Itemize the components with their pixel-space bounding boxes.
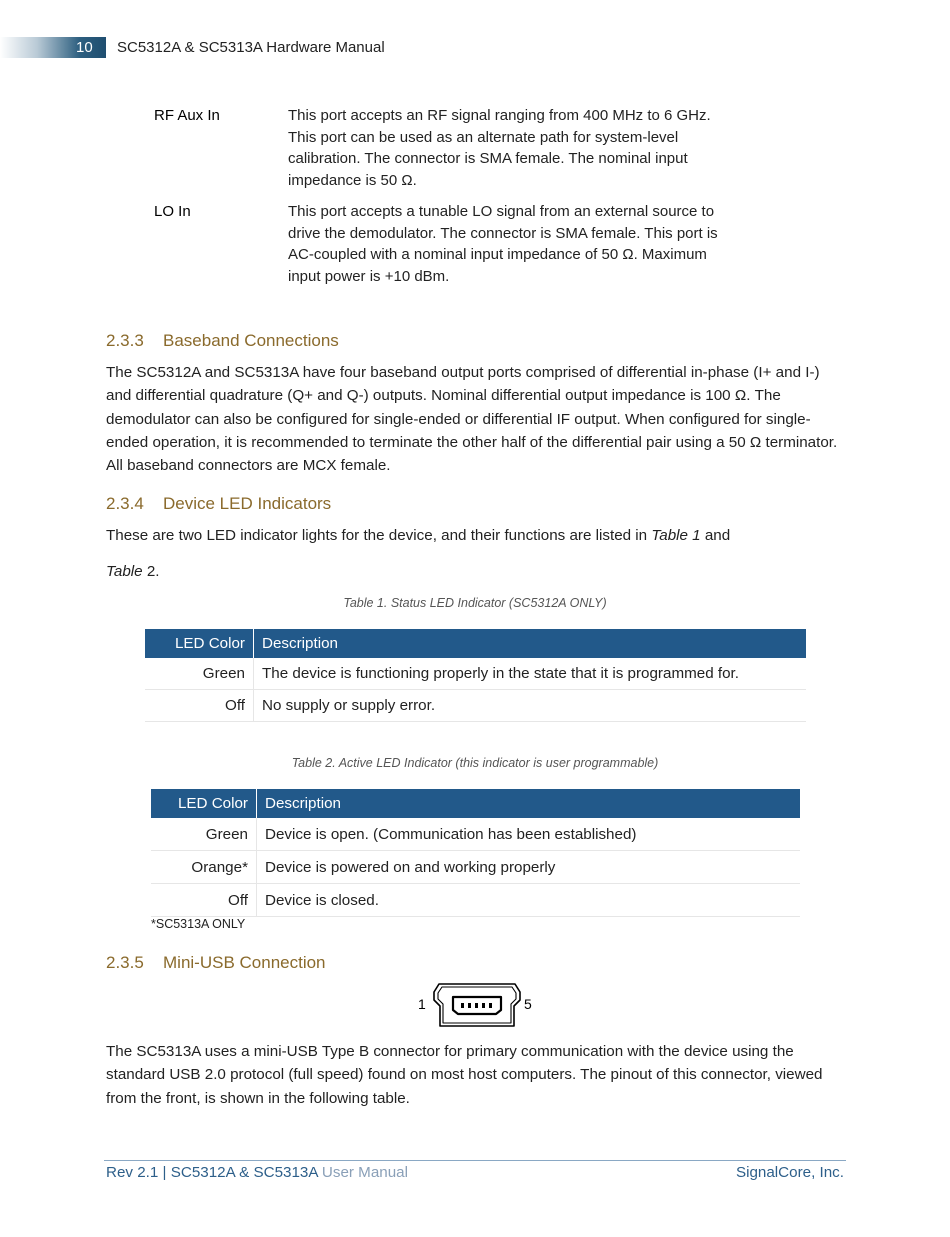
footer-divider bbox=[104, 1160, 846, 1161]
led-color-cell: Green bbox=[145, 658, 254, 690]
table1-reference: Table 1 bbox=[651, 527, 701, 544]
table-row bbox=[145, 690, 806, 722]
footer-doc-type: User Manual bbox=[317, 1164, 408, 1181]
column-header-description: Description bbox=[257, 789, 801, 818]
led-color-cell: Off bbox=[151, 884, 257, 917]
mini-usb-connector-icon bbox=[433, 982, 521, 1030]
table-row bbox=[145, 658, 806, 690]
column-header-led-color: LED Color bbox=[151, 789, 257, 818]
description-cell: No supply or supply error. bbox=[254, 690, 807, 722]
column-header-description: Description bbox=[254, 629, 807, 658]
section-number: 2.3.4 bbox=[106, 494, 144, 513]
page-number: 10 bbox=[76, 39, 93, 56]
led-intro-and: and bbox=[700, 527, 731, 544]
led-color-cell: Off bbox=[145, 690, 254, 722]
led-color-cell: Green bbox=[151, 818, 257, 851]
table-header-row bbox=[151, 789, 800, 818]
usb-paragraph: The SC5313A uses a mini-USB Type B connector for primary communication with the device using the standard USB 2.0 protocol (full speed) found on most host computers. The pinout of this connector, viewed from the front, is shown in the following table. bbox=[106, 1043, 823, 1107]
table-header-row bbox=[145, 629, 806, 658]
led-intro-continued bbox=[106, 560, 846, 583]
footer-company: SignalCore, Inc. bbox=[735, 1164, 844, 1181]
port-name: LO In bbox=[154, 203, 191, 220]
baseband-paragraph: The SC5312A and SC5313A have four baseband output ports comprised of differential in-phase (I+ and I-) and differential quadrature (Q+ and Q-) outputs. Nominal differential output impedance is 100 Ω. The demodulator can also be configured for single-ended or differential IF output. When configured for single-ended operation, it is recommended to terminate the other half of the differential pair using a 50 Ω terminator. All baseband connectors are MCX female. bbox=[106, 364, 838, 475]
description-cell: Device is closed. bbox=[257, 884, 801, 917]
table-row bbox=[151, 818, 800, 851]
description-cell: Device is open. (Communication has been established) bbox=[257, 818, 801, 851]
section-heading-led bbox=[106, 494, 331, 514]
led-intro-text: These are two LED indicator lights for the device, and their functions are listed in bbox=[106, 527, 652, 544]
pin-label-5: 5 bbox=[524, 996, 532, 1012]
section-number: 2.3.5 bbox=[106, 953, 144, 972]
section-heading-usb bbox=[106, 953, 326, 973]
column-header-led-color: LED Color bbox=[145, 629, 254, 658]
port-description: This port accepts a tunable LO signal from an external source to drive the demodulator. The connector is SMA female. This port is AC-coupled with a nominal input impedance of 50 Ω. Maximum input power is +10 dBm. bbox=[288, 203, 718, 285]
pin-label-1: 1 bbox=[418, 996, 426, 1012]
led-color-cell: Orange* bbox=[151, 851, 257, 884]
header-title: SC5312A & SC5313A Hardware Manual bbox=[117, 39, 385, 56]
port-description: This port accepts an RF signal ranging from 400 MHz to 6 GHz. This port can be used as an alternate path for system-level calibration. The connector is SMA female. The nominal input impedance is 50 Ω. bbox=[288, 107, 711, 189]
led-intro-paragraph bbox=[106, 524, 846, 547]
table1-status-led bbox=[145, 629, 806, 722]
table2-reference: Table bbox=[106, 563, 143, 580]
table2-active-led bbox=[151, 789, 800, 917]
table2-footnote: *SC5313A ONLY bbox=[151, 917, 246, 931]
footer-revision bbox=[106, 1164, 408, 1181]
table2-reference-suffix: 2. bbox=[142, 563, 160, 580]
section-number: 2.3.3 bbox=[106, 331, 144, 350]
description-cell: Device is powered on and working properly bbox=[257, 851, 801, 884]
section-heading-baseband bbox=[106, 331, 339, 351]
table1-caption: Table 1. Status LED Indicator (SC5312A ONLY) bbox=[343, 596, 607, 610]
section-title: Device LED Indicators bbox=[163, 494, 332, 513]
table-row bbox=[151, 851, 800, 884]
mini-usb-diagram bbox=[417, 980, 537, 1032]
section-title: Mini-USB Connection bbox=[163, 953, 326, 972]
description-cell: The device is functioning properly in the state that it is programmed for. bbox=[254, 658, 807, 690]
section-title: Baseband Connections bbox=[163, 331, 339, 350]
table2-caption: Table 2. Active LED Indicator (this indicator is user programmable) bbox=[291, 756, 659, 770]
port-name: RF Aux In bbox=[154, 107, 220, 124]
table-row bbox=[151, 884, 800, 917]
footer-rev-text: Rev 2.1 | SC5312A & SC5313A bbox=[106, 1164, 318, 1181]
